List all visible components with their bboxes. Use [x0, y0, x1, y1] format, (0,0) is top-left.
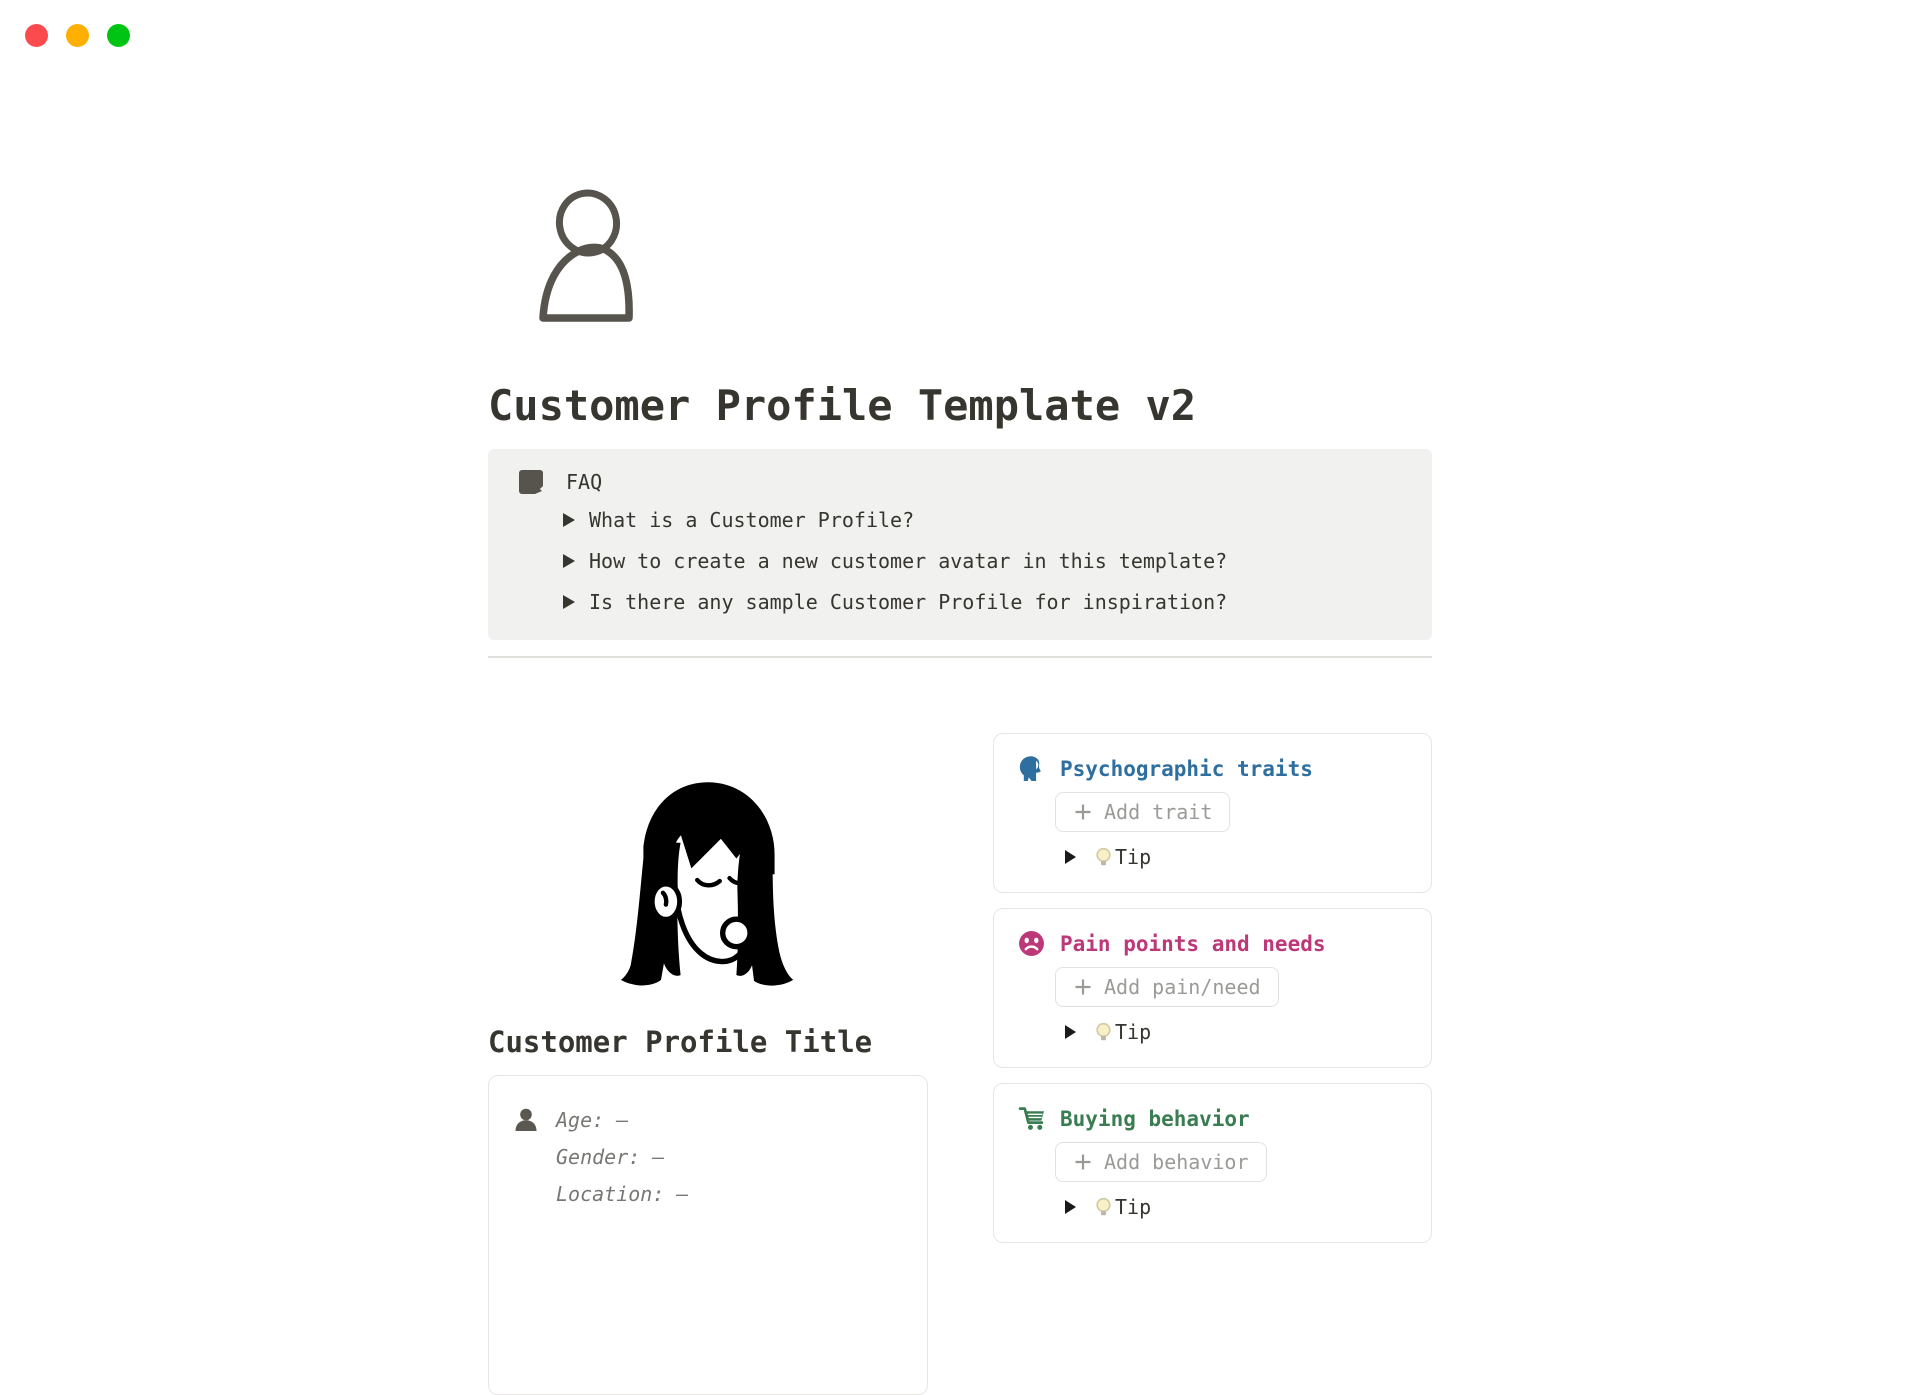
- toggle-triangle-icon: [563, 513, 575, 527]
- tip-toggle[interactable]: Tip: [1065, 1020, 1407, 1044]
- plus-icon: [1073, 1152, 1093, 1172]
- plus-icon: [1073, 977, 1093, 997]
- faq-label: FAQ: [566, 470, 603, 494]
- section-title: Pain points and needs: [1060, 931, 1326, 956]
- window-controls: [25, 24, 130, 47]
- section-title: Buying behavior: [1060, 1106, 1250, 1131]
- faq-toggle-what-is-customer-profile[interactable]: What is a Customer Profile?: [516, 499, 1404, 540]
- tip-toggle[interactable]: Tip: [1065, 845, 1407, 869]
- toggle-triangle-icon: [563, 595, 575, 609]
- pain-points-card: [993, 908, 1432, 1068]
- demographic-row-gender: Gender: –: [556, 1144, 665, 1169]
- add-pain-need-button[interactable]: Add pain/need: [1055, 967, 1279, 1007]
- toggle-triangle-icon: [1065, 850, 1076, 864]
- profile-title: Customer Profile Title: [488, 1025, 873, 1059]
- woman-face-illustration: [615, 775, 801, 993]
- toggle-triangle-icon: [1065, 1025, 1076, 1039]
- close-window-button[interactable]: [25, 24, 48, 47]
- demographic-row-age: Age: –: [513, 1101, 903, 1138]
- person-bust-icon: [513, 1107, 539, 1133]
- page-person-icon[interactable]: [535, 189, 635, 325]
- divider: [488, 656, 1432, 658]
- add-behavior-button[interactable]: Add behavior: [1055, 1142, 1267, 1182]
- page-title: Customer Profile Template v2: [488, 381, 1197, 430]
- head-profile-icon: [1018, 755, 1045, 782]
- psychographic-traits-card: [993, 733, 1432, 893]
- tip-toggle[interactable]: Tip: [1065, 1195, 1407, 1219]
- toggle-triangle-icon: [1065, 1200, 1076, 1214]
- faq-toggle-sample-profile[interactable]: Is there any sample Customer Profile for inspiration?: [516, 581, 1404, 622]
- faq-callout: [488, 449, 1432, 640]
- cart-icon: [1018, 1105, 1045, 1132]
- memo-icon: [516, 467, 546, 497]
- section-title: Psychographic traits: [1060, 756, 1313, 781]
- traits-column: [993, 733, 1432, 1395]
- sad-face-icon: [1018, 930, 1045, 957]
- plus-icon: [1073, 802, 1093, 822]
- profile-column: [488, 733, 928, 1395]
- page-content: [488, 0, 1432, 1395]
- faq-toggle-how-to-create-avatar[interactable]: How to create a new customer avatar in this template?: [516, 540, 1404, 581]
- lightbulb-icon: [1093, 1022, 1114, 1043]
- toggle-triangle-icon: [563, 554, 575, 568]
- demographics-card: [488, 1075, 928, 1395]
- buying-behavior-card: [993, 1083, 1432, 1243]
- demographic-row-location: Location: –: [556, 1181, 689, 1206]
- minimize-window-button[interactable]: [66, 24, 89, 47]
- add-trait-button[interactable]: Add trait: [1055, 792, 1230, 832]
- lightbulb-icon: [1093, 847, 1114, 868]
- zoom-window-button[interactable]: [107, 24, 130, 47]
